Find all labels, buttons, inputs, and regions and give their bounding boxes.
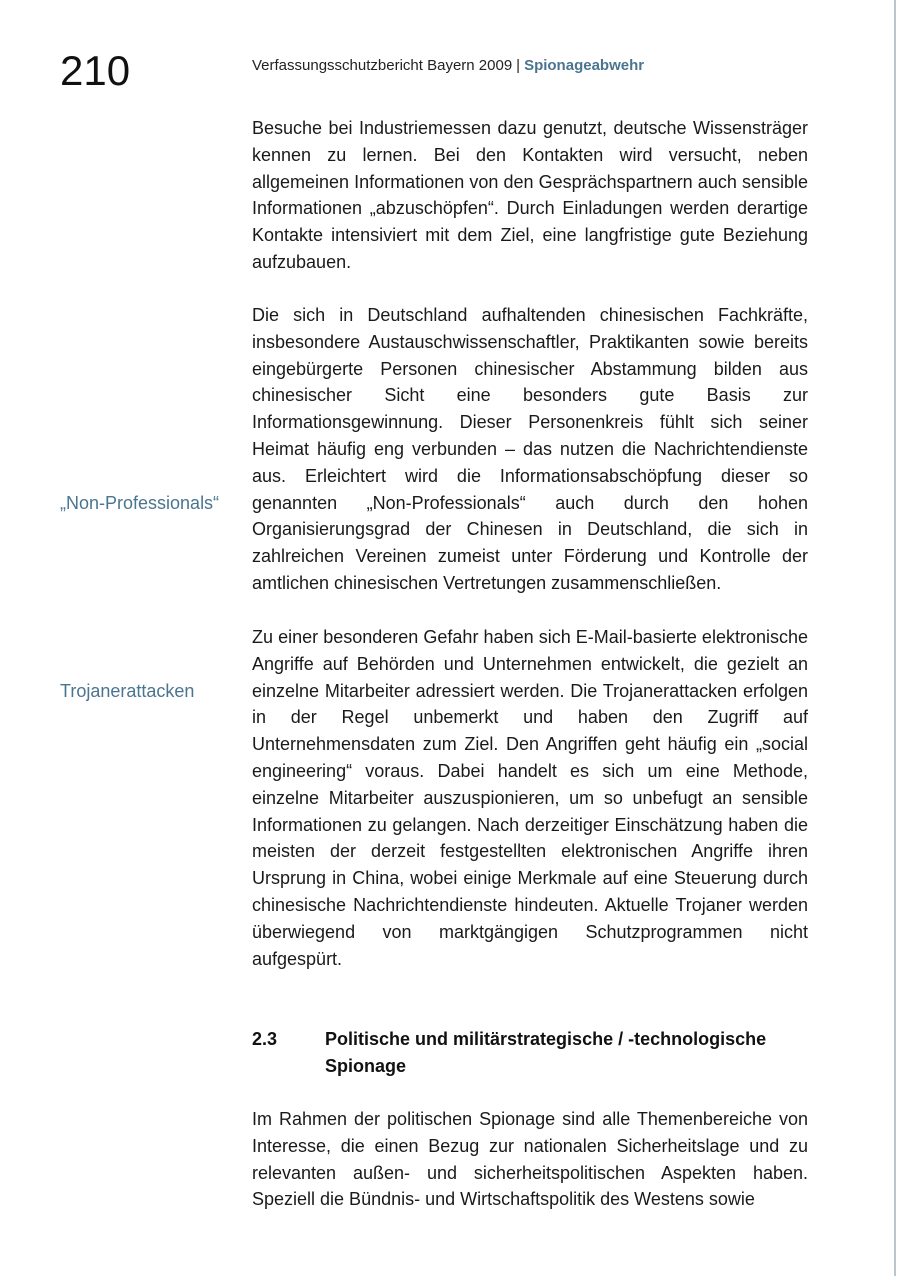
paragraph-text: Die sich in Deutschland aufhaltenden chinesischen Fachkräfte, insbesondere Austauschwissenschaftler, Praktikanten sowie bereits eingebürgerte Personen chinesischer Abstammung bilden aus chinesischer Sicht eine besonders gute Basis zur Informationsgewinnung. Dieser Personenkreis fühlt sich seiner Heimat häufig eng verbunden – das nutzen die Nachrichtendienste aus. Erleichtert wird die Informationsabschöpfung dieser so genannten „Non-Professionals“ auch durch den hohen Organisierungsgrad der Chinesen in Deutschland, die sich in zahlreichen Vereinen zumeist unter Förderung und Kontrolle der amtlichen chinesischen Vertretungen zusammenschließen. [252, 305, 808, 593]
body-paragraph [252, 115, 808, 276]
section-heading [252, 1026, 808, 1080]
body-paragraph [252, 1106, 808, 1213]
page-number: 210 [60, 47, 131, 94]
paragraph-text: Besuche bei Industriemessen dazu genutzt, deutsche Wissensträger kennen zu lernen. Bei den Kontakten wird versucht, neben allgemeinen Informationen von den Gesprächspartnern auch sensible Informationen „abzuschöpfen“. Durch Einladungen werden derartige Kontakte intensiviert mit dem Ziel, eine langfristige gute Beziehung aufzubauen. [252, 118, 808, 272]
paragraph-text: Zu einer besonderen Gefahr haben sich E-Mail-basierte elektronische Angriffe auf Behörden und Unternehmen entwickelt, die gezielt an einzelne Mitarbeiter adressiert werden. Die Trojanerattacken erfolgen in der Regel unbemerkt und haben den Zugriff auf Unternehmensdaten zum Ziel. Den Angriffen geht häufig ein „social engineering“ voraus. Dabei handelt es sich um eine Methode, einzelne Mitarbeiter auszuspionieren, um so unbefugt an sensible Informationen zu gelangen. Nach derzeitiger Einschätzung haben die meisten der derzeit festgestellten elektronischen Angriffe ihren Ursprung in China, wobei einige Merkmale auf eine Steuerung durch chinesische Nachrichtendienste hindeuten. Aktuelle Trojaner werden überwiegend von marktgängigen Schutzprogrammen nicht aufgespürt. [252, 627, 808, 969]
section-title: Politische und militärstrategische / -technologische Spionage [325, 1029, 767, 1076]
section-number: 2.3 [252, 1029, 278, 1049]
margin-note-trojanerattacken: Trojanerattacken [60, 681, 195, 701]
publication-title: Verfassungsschutzbericht Bayern 2009 [252, 57, 513, 74]
section-name: Spionageabwehr [524, 57, 645, 74]
page-edge-line [894, 0, 896, 1276]
paragraph-text: Im Rahmen der politischen Spionage sind alle Themenbereiche von Interesse, die einen Bezug zur nationalen Sicherheitslage und zu relevanten außen- und sicherheitspolitischen Aspekten haben. Speziell die Bündnis- und Wirtschaftspolitik des Westens sowie [252, 1109, 808, 1210]
body-paragraph [252, 302, 808, 597]
header-separator: | [516, 57, 521, 74]
margin-note-non-professionals: „Non-Professionals“ [60, 493, 220, 513]
body-paragraph [252, 624, 808, 972]
running-head [252, 57, 644, 74]
